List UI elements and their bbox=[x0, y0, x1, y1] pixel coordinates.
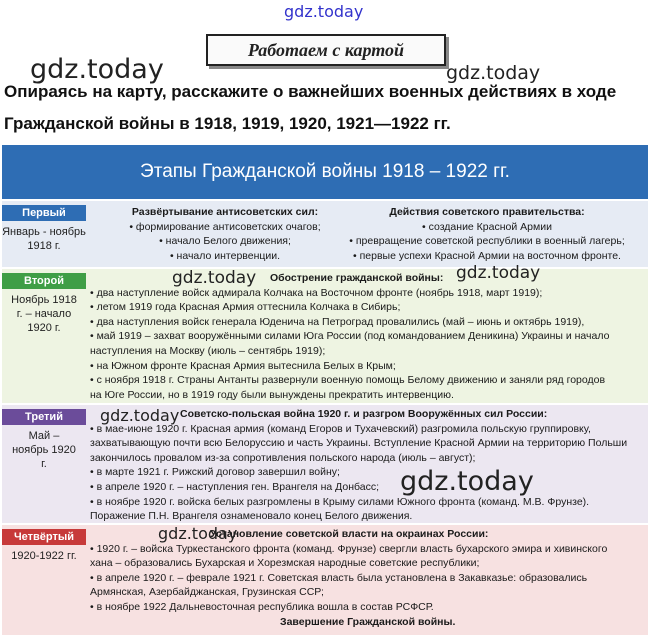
list-item: • два наступления войск генерала Юденича на Петроград провалились (май – июнь и октябрь 1919), bbox=[90, 315, 585, 328]
list-item: Армянская, Азербайджанская, Грузинская ССР; bbox=[90, 586, 324, 599]
list-item: • в ноябре 1920 г. войска белых разгромлены в Крыму силами Южного фронта (команд. М.В. Фрунзе). bbox=[90, 495, 590, 508]
soviet-column bbox=[330, 205, 644, 263]
table-banner: Этапы Гражданской войны 1918 – 1922 гг. bbox=[2, 145, 648, 199]
stage-label bbox=[2, 201, 86, 253]
task-text: Опираясь на карту, расскажите о важнейших военных действиях в ходе Гражданской войны в 1918, 1919, 1920, 1921—1922 гг. bbox=[4, 82, 617, 133]
list-item: захватывающую почти всю Белоруссию и часть Украины. Вступление Красной Армии на территорию Польши bbox=[90, 437, 628, 450]
list-item: наступления на Москву (июль – сентябрь 1919); bbox=[90, 344, 326, 357]
stage-period: Ноябрь 1918 г. – начало 1920 г. bbox=[11, 294, 77, 334]
watermark: gdz.today bbox=[30, 54, 164, 85]
stage-period: Январь - ноябрь 1918 г. bbox=[2, 226, 86, 252]
stage-footer: Завершение Гражданской войны. bbox=[280, 615, 456, 628]
list-item: • первые успехи Красной Армии на восточном фронте. bbox=[353, 249, 621, 262]
column-title: Развёртывание антисоветских сил: bbox=[131, 206, 319, 218]
list-item: • начало Белого движения; bbox=[159, 235, 291, 248]
stage-label bbox=[2, 405, 86, 471]
list-item: • на Южном фронте Красная Армия вытеснила Белых в Крым; bbox=[90, 359, 396, 372]
stage-title: Советско-польская война 1920 г. и разгром Вооружённых сил России: bbox=[180, 408, 548, 420]
watermark: gdz.today bbox=[446, 62, 541, 84]
watermark: gdz.today bbox=[284, 2, 364, 21]
list-item: закончилось провалом из-за сопротивления польского народа (июль – август); bbox=[90, 451, 476, 464]
list-item: Поражение П.Н. Врангеля ознаменовало конец Белого движения. bbox=[90, 510, 413, 523]
list-item: • в мае-июне 1920 г. Красная армия (команд Егоров и Тухачевский) разгромила польскую группировку, bbox=[90, 422, 591, 435]
list-item: • начало интервенции. bbox=[169, 249, 281, 262]
list-item: • в ноябре 1922 Дальневосточная республика вошла в состав РСФСР. bbox=[90, 600, 434, 613]
list-item: • в апреле 1920 г. – феврале 1921 г. Советская власть была установлена в Закавказье: образовались bbox=[90, 571, 588, 584]
list-item: • в марте 1921 г. Рижский договор завершил войну; bbox=[90, 466, 340, 479]
stage-row-4 bbox=[2, 525, 648, 635]
stage-row-2 bbox=[2, 269, 648, 403]
stage-name: Третий bbox=[2, 409, 86, 425]
stage-content bbox=[86, 269, 648, 403]
stage-period: 1920-1922 гг. bbox=[11, 550, 77, 562]
stage-row-3 bbox=[2, 405, 648, 523]
watermark: gdz.today bbox=[158, 524, 238, 543]
stage-row-1 bbox=[2, 201, 648, 267]
stage-title: Установление советской власти на окраинах России: bbox=[210, 528, 489, 540]
watermark: gdz.today bbox=[172, 268, 257, 288]
list-item: • 1920 г. – войска Туркестанского фронта (команд. Фрунзе) свергли власть бухарского эмира и хивинского bbox=[90, 542, 608, 555]
list-item: • создание Красной Армии bbox=[422, 220, 552, 233]
stage-name: Четвёртый bbox=[2, 529, 86, 545]
list-item: • в апреле 1920 г. – наступления ген. Врангеля на Донбасс; bbox=[90, 480, 380, 493]
list-item: на Юге России, но в 1919 году были вынуждены прекратить интервенцию. bbox=[90, 388, 454, 401]
stage-period: Май – ноябрь 1920 г. bbox=[12, 430, 76, 470]
list-item: • превращение советской республики в военный лагерь; bbox=[349, 235, 625, 248]
stage-name: Второй bbox=[2, 273, 86, 289]
column-title: Действия советского правительства: bbox=[389, 206, 585, 218]
watermark: gdz.today bbox=[400, 466, 534, 497]
list-item: • с ноября 1918 г. Страны Антанты развернули военную помощь Белому движению и заняли ряд городов bbox=[90, 374, 606, 387]
watermark: gdz.today bbox=[100, 406, 180, 425]
section-heading: Работаем с картой bbox=[206, 34, 446, 66]
stage-label bbox=[2, 525, 86, 563]
stage-content bbox=[86, 201, 648, 267]
antisoviet-column bbox=[90, 205, 360, 263]
list-item: • два наступление войск адмирала Колчака на Восточном фронте (ноябрь 1918, март 1919); bbox=[90, 286, 543, 299]
stage-name: Первый bbox=[2, 205, 86, 221]
list-item: • формирование антисоветских очагов; bbox=[129, 220, 321, 233]
list-item: хана – образовались Бухарская и Хорезмская народные советские республики; bbox=[90, 557, 480, 570]
stage-label bbox=[2, 269, 86, 335]
list-item: • май 1919 – захват вооружёнными силами Юга России (под командованием Деникина) Украины и начало bbox=[90, 330, 610, 343]
watermark: gdz.today bbox=[456, 263, 541, 283]
list-item: • летом 1919 года Красная Армия оттеснила Колчака в Сибирь; bbox=[90, 301, 401, 314]
stage-title: Обострение гражданской войны: bbox=[270, 272, 444, 284]
